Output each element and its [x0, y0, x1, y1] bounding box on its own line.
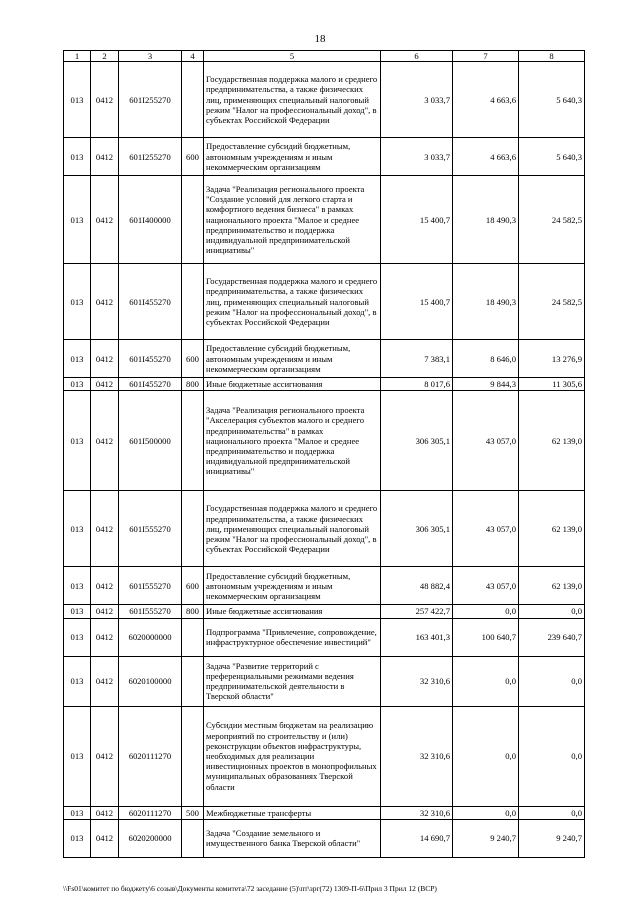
expense-type-cell: 800 — [182, 378, 204, 391]
amount-cell: 0,0 — [519, 605, 585, 618]
section-code-cell: 0412 — [91, 340, 119, 378]
expense-type-cell — [182, 62, 204, 138]
amount-cell: 306 305,1 — [381, 391, 453, 491]
amount-cell: 163 401,3 — [381, 618, 453, 656]
ministry-code-cell: 013 — [64, 706, 91, 806]
table-row — [64, 340, 585, 378]
target-article-cell: 6020100000 — [119, 656, 182, 706]
section-code-cell: 0412 — [91, 806, 119, 819]
column-header: 7 — [453, 51, 519, 62]
section-code-cell: 0412 — [91, 378, 119, 391]
ministry-code-cell: 013 — [64, 378, 91, 391]
expense-type-cell — [182, 264, 204, 340]
amount-cell: 0,0 — [453, 706, 519, 806]
table-row — [64, 656, 585, 706]
ministry-code-cell: 013 — [64, 62, 91, 138]
amount-cell: 5 640,3 — [519, 62, 585, 138]
target-article-cell: 601I255270 — [119, 62, 182, 138]
target-article-cell: 601I455270 — [119, 264, 182, 340]
ministry-code-cell: 013 — [64, 176, 91, 264]
expense-type-cell — [182, 706, 204, 806]
amount-cell: 0,0 — [519, 706, 585, 806]
column-header: 8 — [519, 51, 585, 62]
description-cell: Государственная поддержка малого и среднего предпринимательства, а также физических лиц, применяющих специальный налоговый режим "Налог на профессиональный доход", в субъектах Российской Федерации — [204, 491, 381, 567]
description-cell: Подпрограмма "Привлечение, сопровождение, инфраструктурное обеспечение инвестиций" — [204, 618, 381, 656]
description-cell: Задача "Создание земельного и имущественного банка Тверской области" — [204, 819, 381, 857]
amount-cell: 9 240,7 — [519, 819, 585, 857]
amount-cell: 4 663,6 — [453, 138, 519, 176]
target-article-cell: 601I555270 — [119, 605, 182, 618]
amount-cell: 43 057,0 — [453, 491, 519, 567]
section-code-cell: 0412 — [91, 618, 119, 656]
target-article-cell: 6020000000 — [119, 618, 182, 656]
section-code-cell: 0412 — [91, 138, 119, 176]
column-header: 3 — [119, 51, 182, 62]
expense-type-cell: 500 — [182, 806, 204, 819]
ministry-code-cell: 013 — [64, 618, 91, 656]
ministry-code-cell: 013 — [64, 567, 91, 605]
target-article-cell: 6020111270 — [119, 806, 182, 819]
table-row — [64, 62, 585, 138]
table-row — [64, 618, 585, 656]
expense-type-cell: 800 — [182, 605, 204, 618]
amount-cell: 32 310,6 — [381, 656, 453, 706]
table-header-row — [64, 51, 585, 62]
description-cell: Иные бюджетные ассигнования — [204, 605, 381, 618]
target-article-cell: 601I400000 — [119, 176, 182, 264]
table-row — [64, 819, 585, 857]
column-header: 1 — [64, 51, 91, 62]
section-code-cell: 0412 — [91, 62, 119, 138]
table-row — [64, 264, 585, 340]
expense-type-cell: 600 — [182, 138, 204, 176]
amount-cell: 0,0 — [453, 605, 519, 618]
target-article-cell: 601I555270 — [119, 491, 182, 567]
amount-cell: 0,0 — [519, 656, 585, 706]
ministry-code-cell: 013 — [64, 491, 91, 567]
amount-cell: 3 033,7 — [381, 138, 453, 176]
description-cell: Задача "Реализация регионального проекта "Акселерация субъектов малого и среднего предпринимательства" в рамках национального проекта "Малое и среднее предпринимательство и поддержка индивидуальной предпринимательской инициативы" — [204, 391, 381, 491]
section-code-cell: 0412 — [91, 176, 119, 264]
file-path-footer: \\Fs01\комитет по бюджету\6 созыв\Документы комитета\72 заседание (5)\пт\зрг(72) 1309-П-6\Прил 3 Прил 12 (ВСР) — [63, 884, 437, 893]
target-article-cell: 6020200000 — [119, 819, 182, 857]
amount-cell: 0,0 — [453, 656, 519, 706]
section-code-cell: 0412 — [91, 605, 119, 618]
expense-type-cell: 600 — [182, 567, 204, 605]
ministry-code-cell: 013 — [64, 605, 91, 618]
amount-cell: 13 276,9 — [519, 340, 585, 378]
description-cell: Задача "Развитие территорий с преференциальными режимами ведения предпринимательской деятельности в Тверской области" — [204, 656, 381, 706]
target-article-cell: 601I555270 — [119, 567, 182, 605]
amount-cell: 43 057,0 — [453, 391, 519, 491]
description-cell: Межбюджетные трансферты — [204, 806, 381, 819]
section-code-cell: 0412 — [91, 567, 119, 605]
amount-cell: 24 582,5 — [519, 176, 585, 264]
ministry-code-cell: 013 — [64, 391, 91, 491]
amount-cell: 62 139,0 — [519, 567, 585, 605]
amount-cell: 8 646,0 — [453, 340, 519, 378]
ministry-code-cell: 013 — [64, 656, 91, 706]
amount-cell: 100 640,7 — [453, 618, 519, 656]
amount-cell: 24 582,5 — [519, 264, 585, 340]
amount-cell: 3 033,7 — [381, 62, 453, 138]
amount-cell: 8 017,6 — [381, 378, 453, 391]
amount-cell: 18 490,3 — [453, 176, 519, 264]
amount-cell: 62 139,0 — [519, 491, 585, 567]
table-row — [64, 491, 585, 567]
description-cell: Предоставление субсидий бюджетным, автономным учреждениям и иным некоммерческим организациям — [204, 567, 381, 605]
amount-cell: 11 305,6 — [519, 378, 585, 391]
amount-cell: 257 422,7 — [381, 605, 453, 618]
table-row — [64, 567, 585, 605]
amount-cell: 9 240,7 — [453, 819, 519, 857]
ministry-code-cell: 013 — [64, 138, 91, 176]
amount-cell: 7 383,1 — [381, 340, 453, 378]
table-row — [64, 706, 585, 806]
description-cell: Государственная поддержка малого и среднего предпринимательства, а также физических лиц, применяющих специальный налоговый режим "Налог на профессиональный доход", в субъектах Российской Федерации — [204, 62, 381, 138]
ministry-code-cell: 013 — [64, 340, 91, 378]
expense-type-cell — [182, 656, 204, 706]
table-row — [64, 138, 585, 176]
expense-type-cell — [182, 391, 204, 491]
expense-type-cell — [182, 176, 204, 264]
table-row — [64, 176, 585, 264]
table-row — [64, 391, 585, 491]
ministry-code-cell: 013 — [64, 819, 91, 857]
page-number: 18 — [314, 33, 326, 45]
column-header: 2 — [91, 51, 119, 62]
table-row — [64, 806, 585, 819]
amount-cell: 48 882,4 — [381, 567, 453, 605]
column-header: 5 — [204, 51, 381, 62]
amount-cell: 239 640,7 — [519, 618, 585, 656]
amount-cell: 32 310,6 — [381, 806, 453, 819]
amount-cell: 14 690,7 — [381, 819, 453, 857]
description-cell: Иные бюджетные ассигнования — [204, 378, 381, 391]
column-header: 4 — [182, 51, 204, 62]
amount-cell: 32 310,6 — [381, 706, 453, 806]
amount-cell: 18 490,3 — [453, 264, 519, 340]
amount-cell: 43 057,0 — [453, 567, 519, 605]
target-article-cell: 601I455270 — [119, 340, 182, 378]
column-header: 6 — [381, 51, 453, 62]
table-row — [64, 605, 585, 618]
target-article-cell: 601I500000 — [119, 391, 182, 491]
amount-cell: 15 400,7 — [381, 176, 453, 264]
description-cell: Задача "Реализация регионального проекта "Создание условий для легкого старта и комфортного ведения бизнеса" в рамках национального проекта "Малое и среднее предпринимательство и поддержка индивидуальной предпринимательской инициативы" — [204, 176, 381, 264]
amount-cell: 4 663,6 — [453, 62, 519, 138]
section-code-cell: 0412 — [91, 706, 119, 806]
description-cell: Предоставление субсидий бюджетным, автономным учреждениям и иным некоммерческим организациям — [204, 138, 381, 176]
section-code-cell: 0412 — [91, 656, 119, 706]
budget-table — [63, 50, 585, 858]
target-article-cell: 601I455270 — [119, 378, 182, 391]
ministry-code-cell: 013 — [64, 264, 91, 340]
expense-type-cell — [182, 819, 204, 857]
amount-cell: 0,0 — [519, 806, 585, 819]
section-code-cell: 0412 — [91, 264, 119, 340]
amount-cell: 306 305,1 — [381, 491, 453, 567]
table-row — [64, 378, 585, 391]
ministry-code-cell: 013 — [64, 806, 91, 819]
target-article-cell: 6020111270 — [119, 706, 182, 806]
expense-type-cell — [182, 618, 204, 656]
amount-cell: 15 400,7 — [381, 264, 453, 340]
amount-cell: 62 139,0 — [519, 391, 585, 491]
description-cell: Предоставление субсидий бюджетным, автономным учреждениям и иным некоммерческим организациям — [204, 340, 381, 378]
section-code-cell: 0412 — [91, 491, 119, 567]
amount-cell: 0,0 — [453, 806, 519, 819]
section-code-cell: 0412 — [91, 391, 119, 491]
amount-cell: 5 640,3 — [519, 138, 585, 176]
section-code-cell: 0412 — [91, 819, 119, 857]
description-cell: Субсидии местным бюджетам на реализацию мероприятий по строительству и (или) реконструкции объектов инфраструктуры, необходимых для реализации инвестиционных проектов в монопрофильных муниципальных образованиях Тверской области — [204, 706, 381, 806]
expense-type-cell — [182, 491, 204, 567]
amount-cell: 9 844,3 — [453, 378, 519, 391]
description-cell: Государственная поддержка малого и среднего предпринимательства, а также физических лиц, применяющих специальный налоговый режим "Налог на профессиональный доход", в субъектах Российской Федерации — [204, 264, 381, 340]
target-article-cell: 601I255270 — [119, 138, 182, 176]
expense-type-cell: 600 — [182, 340, 204, 378]
